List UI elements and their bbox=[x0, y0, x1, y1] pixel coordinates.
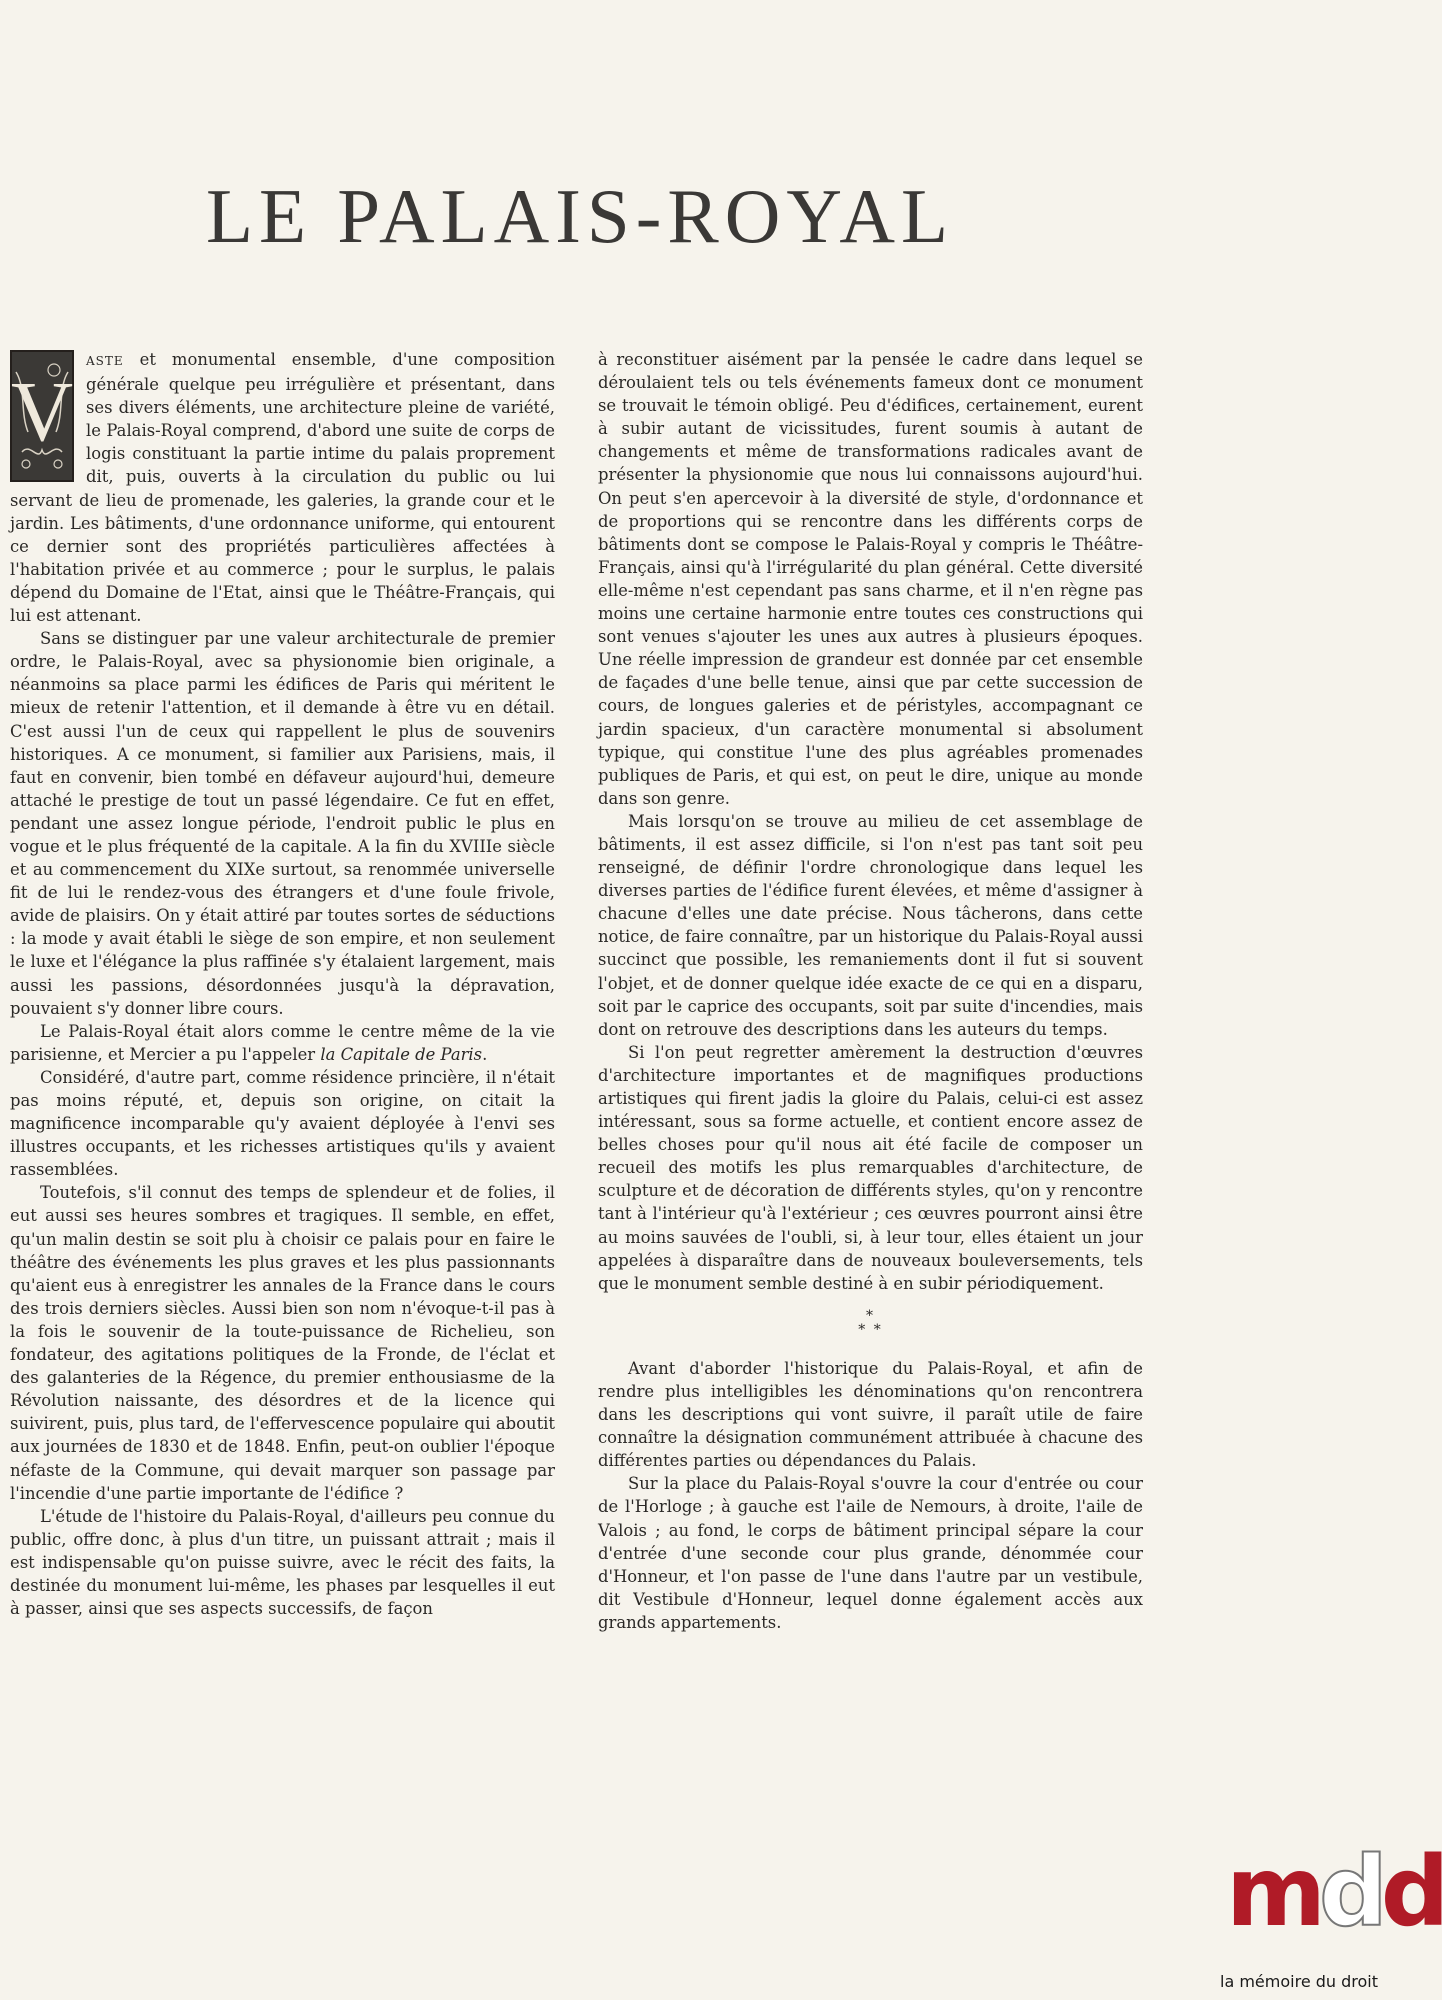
paragraph-5: Toutefois, s'il connut des temps de splendeur et de folies, il eut aussi ses heures sombres et tragiques. Il semble, en effet, qu'un malin destin se soit plu à choisir ce palais pour en faire le théâtre des événements les plus graves et les plus passionnants qu'aient eus à enregistrer les annales de la France dans le cours des trois derniers siècles. Aussi bien son nom n'évoque-t-il pas à la fois le souvenir de la toute-puissance de Richelieu, son fondateur, des agitations politiques de la Fronde, de l'éclat et des galanteries de la Régence, du premier enthousiasme de la Révolution naissante, des désordres et de la licence qui suivirent, puis, plus tard, de l'effervescence populaire qui aboutit aux journées de 1830 et de 1848. Enfin, peut-on oublier l'époque néfaste de la Commune, qui devait marquer son passage par l'incendie d'une partie importante de l'édifice ? bbox=[10, 1183, 555, 1503]
logo-tagline: la mémoire du droit bbox=[1220, 1972, 1379, 1991]
paragraph-4: Considéré, d'autre part, comme résidence princière, il n'était pas moins réputé, et, depuis son origine, on citait la magnificence incomparable qu'y avaient déployée à l'envi ses illustres occupants, et les richesses artistiques qu'ils y avaient rassemblées. bbox=[10, 1067, 555, 1180]
lead-in: ASTE bbox=[86, 354, 124, 368]
paragraph-9: Si l'on peut regretter amèrement la destruction d'œuvres d'architecture importantes et de magnifiques productions artistiques qui firent jadis la gloire du Palais, celui-ci est assez intéressant, sous sa forme actuelle, et contient encore assez de belles choses pour qu'il nous ait été facile de composer un recueil des motifs les plus remarquables d'architecture, de sculpture et de décoration de différents styles, qu'on y rencontre tant à l'intérieur qu'à l'extérieur ; ces œuvres pourront ainsi être au moins sauvées de l'oubli, si, à leur tour, elles étaient un jour appelées à disparaître dans de nouveaux bouleversements, tels que le monument semble destiné à en subir périodiquement. bbox=[598, 1042, 1143, 1293]
paragraph-8: Mais lorsqu'on se trouve au milieu de cet assemblage de bâtiments, il est assez difficile, si l'on n'est pas tant soit peu renseigné, de définir l'ordre chronologique dans lequel les diverses parties de l'édifice furent élevées, et même d'assigner à chacune d'elles une date précise. Nous tâcherons, dans cette notice, de faire connaître, par un historique du Palais-Royal aussi succinct que possible, les remaniements dont il fut si souvent l'objet, et de donner quelque idée exacte de ce qui en a disparu, soit par le caprice des occupants, soit par suite d'incendies, mais dont on retrouve des descriptions dans les auteurs du temps. bbox=[598, 811, 1143, 1039]
paragraph-6: L'étude de l'histoire du Palais-Royal, d'ailleurs peu connue du public, offre donc, à plus d'un titre, un puissant attrait ; mais il est indispensable qu'on puisse suivre, avec le récit des faits, la destinée du monument lui-même, les phases par lesquelles il eut à passer, ainsi que ses aspects successifs, de façon bbox=[10, 1506, 555, 1619]
svg-text:V: V bbox=[10, 363, 74, 459]
paragraph-11: Sur la place du Palais-Royal s'ouvre la cour d'entrée ou cour de l'Horloge ; à gauche est l'aile de Nemours, à droite, l'aile de Valois ; au fond, le corps de bâtiment principal sépare la cour d'entrée d'une seconde cour plus grande, dénommée cour d'Honneur, et l'on passe de l'une dans l'autre par un vestibule, dit Vestibule d'Honneur, lequel donne également accès aux grands appartements. bbox=[598, 1474, 1143, 1632]
separator-stars-bottom: * * bbox=[858, 1321, 883, 1338]
right-column bbox=[598, 348, 1143, 1634]
paragraph-3-text: Le Palais-Royal était alors comme le centre même de la vie parisienne, et Mercier a pu l'appeler bbox=[10, 1021, 555, 1064]
paragraph-10: Avant d'aborder l'historique du Palais-Royal, et afin de rendre plus intelligibles les dénominations qu'on rencontrera dans les descriptions qui vont suivre, il paraît utile de faire connaître la désignation communément attribuée à chacune des différentes parties ou dépendances du Palais. bbox=[598, 1358, 1143, 1471]
publisher-logo bbox=[1210, 1836, 1442, 2000]
separator-star-top: * bbox=[866, 1307, 875, 1324]
paragraph-1 bbox=[10, 348, 555, 627]
paragraph-3 bbox=[10, 1020, 555, 1066]
section-separator bbox=[598, 1309, 1143, 1337]
paragraph-1-text: et monumental ensemble, d'une composition générale quelque peu irrégulière et présentant, dans ses divers éléments, une architecture pleine de variété, le Palais-Royal comprend, d'abord une suite de corps de logis constituant la partie intime du palais proprement dit, puis, ouverts à la circulation du public ou lui servant de lieu de promenade, les galeries, la grande cour et le jardin. Les bâtiments, d'une ordonnance uniforme, qui entourent ce dernier sont des propriétés particulières affectées à l'habitation privée et au commerce ; pour le surplus, le palais dépend du Domaine de l'Etat, ainsi que le Théâtre-Français, qui lui est attenant. bbox=[10, 350, 555, 626]
paragraph-3-end: . bbox=[482, 1044, 488, 1064]
mdd-logo-icon: mdd bbox=[1226, 1836, 1442, 1948]
paragraph-2: Sans se distinguer par une valeur architecturale de premier ordre, le Palais-Royal, avec sa physionomie bien originale, a néanmoins sa place parmi les édifices de Paris qui méritent le mieux de retenir l'attention, et il demande à être vu en détail. C'est aussi l'un de ceux qui rappellent le plus de souvenirs historiques. A ce monument, si familier aux Parisiens, mais, il faut en convenir, bien tombé en défaveur aujourd'hui, demeure attaché le prestige de tout un passé légendaire. Ce fut en effet, pendant une assez longue période, l'endroit public le plus en vogue et le plus fréquenté de la capitale. A la fin du XVIIIe siècle et au commencement du XIXe surtout, sa renommée universelle fit de lui le rendez-vous des étrangers et d'une foule frivole, avide de plaisirs. On y était attiré par toutes sortes de séductions : la mode y avait établi le siège de son empire, et non seulement le luxe et l'élégance la plus raffinée s'y étalaient largement, mais aussi les passions, désordonnées jusqu'à la dépravation, pouvaient s'y donner libre cours. bbox=[10, 629, 555, 1018]
paragraph-7: à reconstituer aisément par la pensée le cadre dans lequel se déroulaient tels ou tels événements fameux dont ce monument se trouvait le témoin obligé. Peu d'édifices, certainement, eurent à subir autant de vicissitudes, furent soumis à autant de changements et même de transformations radicales avant de présenter la physionomie que nous lui connaissons aujourd'hui. On peut s'en apercevoir à la diversité de style, d'ordonnance et de proportions qui se rencontre dans les différents corps de bâtiments dont se compose le Palais-Royal y compris le Théâtre-Français, ainsi qu'à l'irrégularité du plan général. Cette diversité elle-même n'est cependant pas sans charme, et il n'en règne pas moins une certaine harmonie entre toutes ces constructions qui sont venues s'ajouter les unes aux autres à plusieurs époques. Une réelle impression de grandeur est donnée par cet ensemble de façades d'une belle tenue, ainsi que par cette succession de cours, de longues galeries et de péristyles, accompagnant ce jardin spacieux, d'un caractère monumental si absolument typique, qui constitue l'une des plus agréables promenades publiques de Paris, et qui est, on peut le dire, unique au monde dans son genre. bbox=[598, 350, 1143, 808]
ornamental-initial-icon bbox=[12, 352, 72, 480]
ornamental-initial bbox=[10, 350, 74, 482]
quoted-title: la Capitale de Paris bbox=[320, 1044, 483, 1064]
left-column bbox=[10, 348, 555, 1620]
page-title: LE PALAIS-ROYAL bbox=[205, 173, 955, 259]
